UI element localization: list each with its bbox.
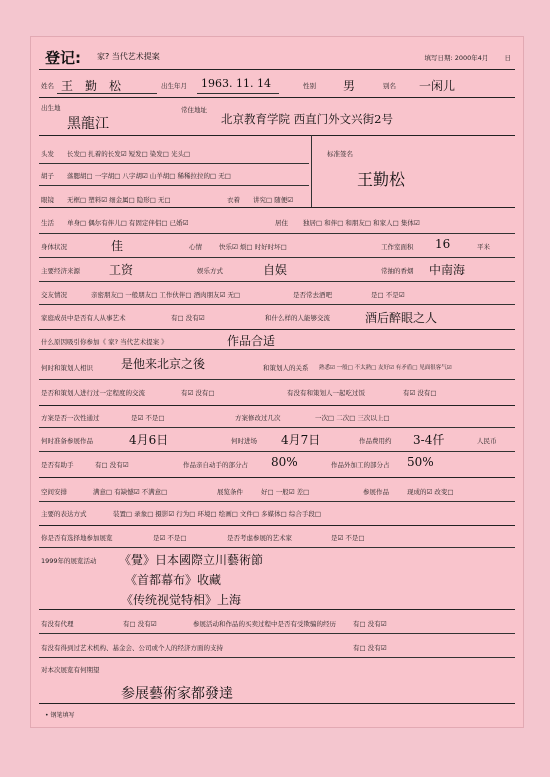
bar-options: 是□ 不是☑ xyxy=(371,291,405,299)
hair-label: 头发 xyxy=(41,150,54,158)
plan-options: 是☑ 不是□ xyxy=(131,414,165,422)
kind-value: 酒后醉眼之人 xyxy=(365,311,438,325)
wish-options: 是☑ 不是□ xyxy=(153,534,187,542)
wish-label: 你是否有选择地参加展览 xyxy=(41,534,113,542)
out-value: 50% xyxy=(407,455,434,469)
birthplace-value: 黑龍江 xyxy=(67,116,109,132)
hope-value: 参展藝術家都發達 xyxy=(121,686,233,702)
support-options: 有□ 没有☑ xyxy=(353,644,387,652)
name-label: 姓名 xyxy=(41,82,54,90)
glasses-options: 无框□ 塑料☑ 细金属□ 隐形□ 无□ xyxy=(67,196,171,204)
hair-options: 长发□ 扎着的长发☑ 短发□ 染发□ 光头□ xyxy=(67,150,191,158)
know-value: 是他来北京之後 xyxy=(121,357,206,371)
friends-label: 交友情况 xyxy=(41,291,67,299)
clothes-options: 讲究□ 随便☑ xyxy=(253,196,294,204)
self-value: 80% xyxy=(271,455,298,469)
cost-unit: 人民币 xyxy=(477,437,497,445)
prepare-label: 何时准备参展作品 xyxy=(41,437,93,445)
exchange-options: 有☑ 没有□ xyxy=(181,389,215,397)
life-label: 生活 xyxy=(41,219,54,227)
cheat-label: 参展活动和作品的买卖过程中是否有受欺骗的经历 xyxy=(193,620,336,628)
header-rule xyxy=(39,69,515,70)
self-label: 作品亲自动手的部分占 xyxy=(183,461,248,469)
why-value: 作品合适 xyxy=(227,334,276,348)
prepare-value: 4月6日 xyxy=(129,433,169,447)
means-label: 主要的表达方式 xyxy=(41,510,87,518)
health-label: 身体状况 xyxy=(41,243,67,251)
income-label: 主要经济来源 xyxy=(41,267,80,275)
glasses-label: 眼镜 xyxy=(41,196,54,204)
help-label: 是否有助手 xyxy=(41,461,74,469)
agent-label: 有没有代理 xyxy=(41,620,74,628)
plan-label: 方案是否一次性通过 xyxy=(41,414,100,422)
friends-options: 亲密朋友□ 一般朋友□ 工作伙伴□ 酒肉朋友☑ 无□ xyxy=(91,291,241,299)
studio-value: 16 xyxy=(435,237,451,251)
modify-label: 方案修改过几次 xyxy=(235,414,281,422)
address-label: 常住地址 xyxy=(181,106,207,114)
studio-label: 工作室面积 xyxy=(381,243,414,251)
family-options: 有□ 没有☑ xyxy=(171,314,205,322)
drink-options: 有☑ 没有□ xyxy=(403,389,437,397)
space-options: 满意□ 有缺憾☑ 不满意□ xyxy=(93,488,168,496)
cheat-options: 有□ 没有☑ xyxy=(353,620,387,628)
signature-value: 王勤松 xyxy=(357,170,406,189)
cig-label: 常抽的香烟 xyxy=(381,267,414,275)
fill-date: 填写日期: 2000年4月 日 xyxy=(424,54,511,62)
condition-options: 好□ 一般☑ 差□ xyxy=(261,488,310,496)
bar-label: 是否常去酒吧 xyxy=(293,291,332,299)
cost-value: 3-4仟 xyxy=(413,433,445,447)
space-label: 空间安排 xyxy=(41,488,67,496)
beard-label: 胡子 xyxy=(41,172,54,180)
address-value: 北京教育学院 西直门外文兴街2号 xyxy=(221,112,393,126)
fun-label: 娱乐方式 xyxy=(197,267,223,275)
cig-value: 中南海 xyxy=(429,263,466,277)
clothes-label: 衣着 xyxy=(227,196,240,204)
housing-options: 独居□ 和伴□ 和朋友□ 和家人□ 集体☑ xyxy=(303,219,420,227)
exhibition-line-1: 《覺》日本國際立川藝術節 xyxy=(119,553,264,567)
housing-label: 居住 xyxy=(275,219,288,227)
fun-value: 自娱 xyxy=(263,263,288,277)
support-label: 有没有得到过艺术机构、基金会、公司或个人的经济方面的支持 xyxy=(41,644,223,652)
form-subtitle: 家? 当代艺术提案 xyxy=(97,52,160,61)
sex-value: 男 xyxy=(343,79,356,93)
signature-label: 标准签名 xyxy=(327,150,353,158)
health-value: 佳 xyxy=(111,239,124,253)
studio-unit: 平米 xyxy=(477,243,490,251)
footer-note: • 钢笔填写 xyxy=(45,712,75,719)
mood-options: 快乐☑ 烦□ 时好时坏□ xyxy=(219,243,287,251)
consider-label: 是否考虑参展的艺术家 xyxy=(227,534,292,542)
birth-label: 出生年月 xyxy=(161,82,187,90)
kind-label: 和什么样的人能够交流 xyxy=(265,314,330,322)
alias-value: 一闲儿 xyxy=(419,79,456,93)
family-label: 家庭成员中是否有人从事艺术 xyxy=(41,314,126,322)
arrive-value: 4月7日 xyxy=(281,433,321,447)
agent-options: 有□ 没有☑ xyxy=(123,620,157,628)
birthplace-label: 出生地 xyxy=(41,104,61,112)
arrive-label: 何时进场 xyxy=(231,437,257,445)
beard-options: 落腮胡□ 一字胡□ 八字胡☑ 山羊胡□ 稀稀拉拉的□ 无□ xyxy=(67,172,231,180)
name-value: 王 勤 松 xyxy=(61,79,122,93)
registration-form xyxy=(30,36,524,728)
know-label: 何时和策划人相识 xyxy=(41,364,93,372)
means-options: 装置□ 录象□ 摄影☑ 行为□ 环境□ 绘画□ 文件□ 多媒体□ 综合手段□ xyxy=(113,510,321,518)
out-label: 作品外加工的部分占 xyxy=(331,461,390,469)
why-label: 什么原因吸引你参加《 家? 当代艺术提案 》 xyxy=(41,338,168,346)
income-value: 工资 xyxy=(109,263,134,277)
venue-options: 现成的☑ 改变□ xyxy=(407,488,454,496)
exhibition-line-2: 《首都幕布》收藏 xyxy=(125,573,222,587)
relation-label: 和策划人的关系 xyxy=(263,364,309,372)
exhibition-line-3: 《传统视觉特相》上海 xyxy=(121,593,242,607)
relation-options: 熟悉☑ 一般□ 不太熟□ 友好☑ 有矛盾□ 见面很客气☑ xyxy=(319,365,452,371)
drink-label: 有没有和策划人一起吃过饭 xyxy=(287,389,365,397)
fill-date-value: 2000年4月 xyxy=(454,54,489,62)
modify-options: 一次□ 二次□ 三次以上□ xyxy=(315,414,390,422)
form-title: 登记: xyxy=(45,49,81,67)
alias-label: 别名 xyxy=(383,82,396,90)
hope-label: 对本次展览有何期望 xyxy=(41,666,100,674)
exchange-label: 是否和策划人进行过一定程度的交流 xyxy=(41,389,145,397)
cost-label: 作品费用约 xyxy=(359,437,392,445)
exhibitions-1999-label: 1999年的展览活动 xyxy=(41,557,97,565)
birth-value: 1963. 11. 14 xyxy=(201,77,271,90)
venue-label: 参展作品 xyxy=(363,488,389,496)
consider-options: 是☑ 不是□ xyxy=(331,534,365,542)
condition-label: 展览条件 xyxy=(217,488,243,496)
sex-label: 性别 xyxy=(303,82,316,90)
help-options: 有□ 没有☑ xyxy=(95,461,129,469)
life-options: 单身□ 偶尔有伴儿□ 有固定伴侣□ 已婚☑ xyxy=(67,219,189,227)
mood-label: 心情 xyxy=(189,243,202,251)
